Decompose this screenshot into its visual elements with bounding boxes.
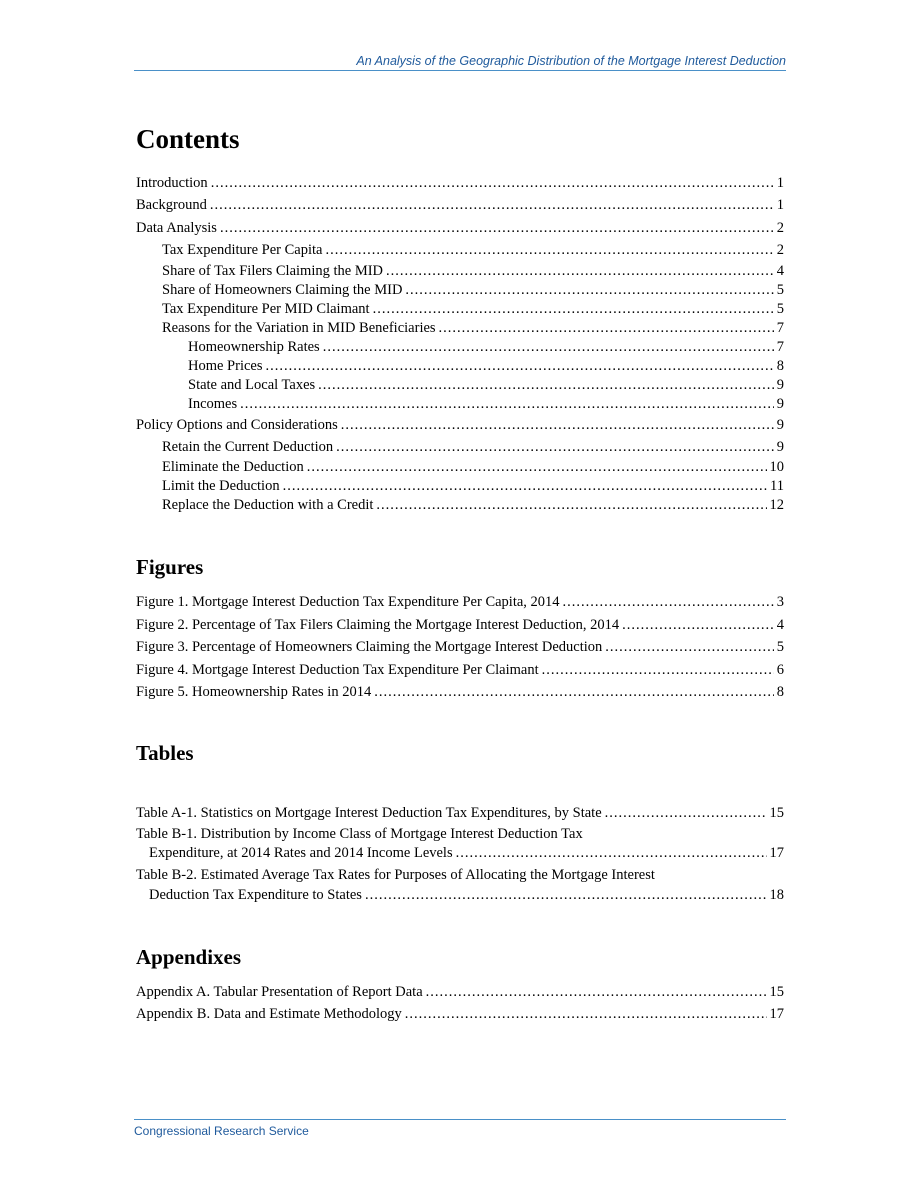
toc-entry-title: Background (136, 197, 207, 214)
toc-entry-replace-with-credit[interactable] (136, 496, 784, 515)
toc-entry-page: 5 (776, 281, 784, 298)
toc-entry-title: Replace the Deduction with a Credit (162, 497, 374, 514)
page-footer (134, 1119, 786, 1138)
toc-entry-home-prices[interactable] (136, 357, 784, 376)
toc-entry-page: 17 (769, 845, 784, 862)
toc-entry-reasons-variation[interactable] (136, 319, 784, 338)
toc-entry-table-b2[interactable] (136, 866, 784, 905)
toc-entry-introduction[interactable] (136, 172, 784, 194)
toc-entry-title-line2: Expenditure, at 2014 Rates and 2014 Income Levels (149, 845, 453, 862)
toc-entry-title: Tax Expenditure Per Capita (162, 242, 323, 259)
toc-entry-title: Share of Homeowners Claiming the MID (162, 281, 403, 298)
toc-entry-page: 11 (770, 478, 784, 495)
toc-entry-limit-deduction[interactable] (136, 477, 784, 496)
toc-entry-title: Appendix B. Data and Estimate Methodology (136, 1006, 402, 1023)
toc-entry-page: 4 (776, 262, 784, 279)
toc-entry-title: Share of Tax Filers Claiming the MID (162, 262, 384, 279)
toc-entry-title: Introduction (136, 175, 208, 191)
toc-entry-page: 9 (776, 438, 784, 455)
toc-entry-figure-5[interactable] (136, 681, 784, 703)
toc-entry-page: 18 (769, 886, 784, 903)
toc-entry-figure-2[interactable] (136, 614, 784, 636)
toc-entry-title: Table A-1. Statistics on Mortgage Interest Deduction Tax Expenditures, by State (136, 805, 602, 822)
toc-entry-page: 5 (776, 639, 784, 656)
toc-entry-title-line1: Table B-2. Estimated Average Tax Rates for Purposes of Allocating the Mortgage Interest (136, 867, 655, 884)
toc-entry-page: 17 (769, 1006, 784, 1023)
toc-entry-page: 9 (776, 376, 784, 393)
toc-entry-retain-deduction[interactable] (136, 436, 784, 458)
toc-entry-title: Incomes (188, 395, 238, 412)
toc-entry-appendix-b[interactable] (136, 1003, 784, 1025)
contents-heading: Contents (136, 124, 240, 154)
footer-org: Congressional Research Service (134, 1124, 309, 1138)
toc-entry-table-a1[interactable] (136, 802, 784, 824)
toc-entry-state-local-taxes[interactable] (136, 376, 784, 395)
toc-entry-title-line1: Table B-1. Distribution by Income Class of Mortgage Interest Deduction Tax (136, 825, 583, 842)
toc-entry-title: Homeownership Rates (188, 338, 320, 355)
toc-entry-page: 4 (776, 616, 784, 633)
toc-entry-page: 15 (769, 983, 784, 1000)
toc-entry-title: Limit the Deduction (162, 478, 280, 495)
appendixes-section (136, 945, 784, 1026)
toc-entry-page: 8 (776, 357, 784, 374)
toc-entry-title: Data Analysis (136, 219, 217, 236)
toc-entry-share-tax-filers[interactable] (136, 262, 784, 281)
contents-list (136, 172, 784, 515)
toc-entry-page: 12 (769, 497, 784, 514)
toc-entry-title: Reasons for the Variation in MID Beneficiaries (162, 319, 436, 336)
toc-entry-title: Figure 3. Percentage of Homeowners Claiming the Mortgage Interest Deduction (136, 639, 603, 656)
toc-entry-title: Retain the Current Deduction (162, 438, 334, 455)
toc-entry-appendix-a[interactable] (136, 981, 784, 1003)
toc-entry-title: Appendix A. Tabular Presentation of Report Data (136, 983, 423, 1000)
toc-entry-page: 3 (776, 594, 784, 611)
toc-entry-title: Home Prices (188, 357, 263, 374)
toc-entry-figure-4[interactable] (136, 659, 784, 681)
toc-entry-page: 8 (776, 683, 784, 700)
toc-entry-page: 2 (776, 219, 784, 236)
toc-entry-page: 1 (776, 175, 784, 191)
table-of-contents (136, 124, 784, 1025)
toc-entry-page: 7 (776, 319, 784, 336)
toc-entry-figure-1[interactable] (136, 591, 784, 613)
toc-entry-page: 9 (776, 395, 784, 412)
toc-entry-title: Figure 2. Percentage of Tax Filers Claiming the Mortgage Interest Deduction, 2014 (136, 616, 620, 633)
running-header: An Analysis of the Geographic Distribution of the Mortgage Interest Deduction (134, 54, 786, 71)
toc-entry-title: Eliminate the Deduction (162, 459, 304, 476)
toc-entry-title: Figure 5. Homeownership Rates in 2014 (136, 683, 372, 700)
toc-entry-figure-3[interactable] (136, 636, 784, 658)
toc-entry-table-b1[interactable] (136, 825, 784, 864)
figures-heading: Figures (136, 555, 204, 580)
toc-entry-title-line2: Deduction Tax Expenditure to States (149, 886, 362, 903)
toc-entry-eliminate-deduction[interactable] (136, 458, 784, 477)
toc-entry-policy-options[interactable] (136, 414, 784, 436)
toc-entry-page: 1 (776, 197, 784, 214)
toc-entry-page: 15 (769, 805, 784, 822)
appendixes-heading: Appendixes (136, 944, 242, 969)
toc-entry-tax-expenditure-per-capita[interactable] (136, 239, 784, 261)
toc-entry-title: Figure 1. Mortgage Interest Deduction Tax Expenditure Per Capita, 2014 (136, 594, 560, 611)
toc-entry-page: 5 (776, 300, 784, 317)
toc-entry-share-homeowners[interactable] (136, 281, 784, 300)
toc-entry-per-claimant[interactable] (136, 300, 784, 319)
toc-entry-page: 6 (776, 661, 784, 678)
toc-entry-homeownership-rates[interactable] (136, 338, 784, 357)
toc-entry-data-analysis[interactable] (136, 217, 784, 239)
toc-entry-title: State and Local Taxes (188, 376, 316, 393)
toc-entry-incomes[interactable] (136, 395, 784, 414)
toc-entry-background[interactable] (136, 194, 784, 216)
toc-entry-title: Figure 4. Mortgage Interest Deduction Tax Expenditure Per Claimant (136, 661, 539, 678)
toc-entry-page: 9 (776, 416, 784, 433)
toc-entry-page: 10 (769, 459, 784, 476)
toc-entry-title: Policy Options and Considerations (136, 416, 338, 433)
toc-entry-page: 2 (776, 242, 784, 259)
toc-entry-page: 7 (776, 338, 784, 355)
figures-section (136, 555, 784, 703)
tables-section (136, 741, 784, 904)
tables-heading: Tables (136, 741, 194, 766)
toc-entry-title: Tax Expenditure Per MID Claimant (162, 300, 370, 317)
